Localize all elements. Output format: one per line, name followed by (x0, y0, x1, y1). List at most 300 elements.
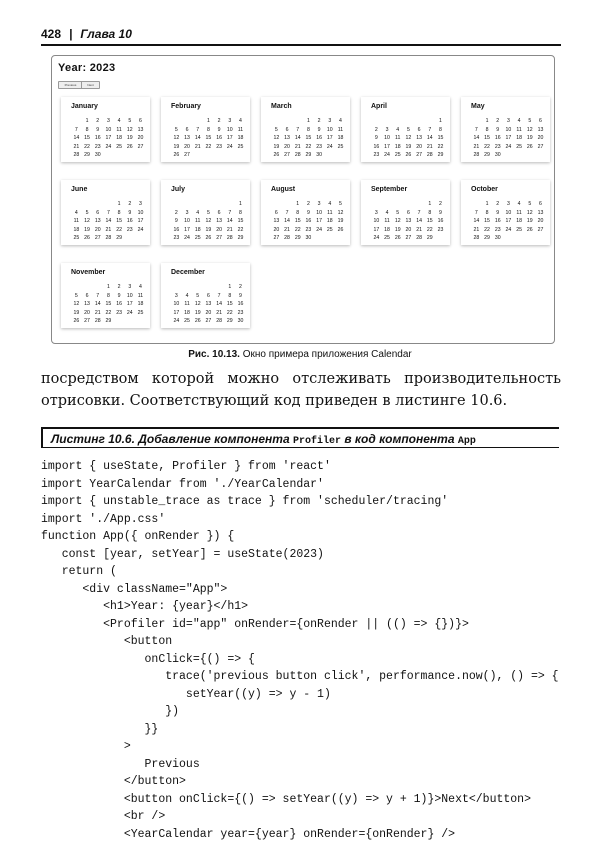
year-title: Year: 2023 (58, 62, 115, 74)
day-cell: 6 (282, 126, 293, 135)
day-cell: 23 (124, 226, 135, 235)
week-row (371, 143, 447, 152)
day-cell: 23 (492, 143, 503, 152)
day-cell: 17 (171, 309, 182, 318)
day-cell: 15 (114, 217, 125, 226)
day-cell: 22 (235, 226, 246, 235)
code-line: Previous (41, 756, 561, 774)
code-line: import YearCalendar from './YearCalendar' (41, 476, 561, 494)
code-line: <button onClick={() => setYear((y) => y + 1)}>Next</button> (41, 791, 561, 809)
day-cell: 17 (224, 134, 235, 143)
day-cell (214, 151, 225, 160)
day-cell: 10 (314, 209, 325, 218)
day-cell (82, 200, 93, 209)
day-cell: 11 (235, 126, 246, 135)
day-cell: 18 (514, 217, 525, 226)
day-cell: 9 (303, 209, 314, 218)
day-cell: 11 (335, 126, 346, 135)
day-cell: 5 (71, 292, 82, 301)
day-cell: 20 (182, 143, 193, 152)
week-row (271, 151, 347, 160)
day-cell: 12 (403, 134, 414, 143)
day-cell: 20 (282, 143, 293, 152)
day-cell: 27 (282, 151, 293, 160)
day-cell: 29 (482, 234, 493, 243)
day-cell: 22 (482, 143, 493, 152)
day-cell: 5 (171, 126, 182, 135)
day-cell: 15 (292, 217, 303, 226)
day-cell: 16 (92, 134, 103, 143)
day-cell: 9 (492, 209, 503, 218)
day-cell: 27 (271, 234, 282, 243)
day-cell: 22 (224, 309, 235, 318)
day-cell: 13 (203, 300, 214, 309)
day-cell: 7 (414, 209, 425, 218)
day-cell (203, 200, 214, 209)
day-cell: 18 (114, 134, 125, 143)
day-cell: 14 (424, 134, 435, 143)
day-cell (382, 117, 393, 126)
day-cell: 26 (192, 317, 203, 326)
month-card-3 (361, 97, 450, 162)
week-row (71, 209, 147, 218)
day-cell: 27 (82, 317, 93, 326)
day-cell: 18 (135, 300, 146, 309)
next-button[interactable]: Next (81, 81, 100, 89)
day-cell: 2 (92, 117, 103, 126)
figure-caption (0, 349, 600, 360)
code-line: trace('previous button click', performance.now(), () => { (41, 668, 561, 686)
day-cell: 17 (182, 226, 193, 235)
code-line: import { unstable_trace as trace } from 'scheduler/tracing' (41, 493, 561, 511)
day-cell: 29 (82, 151, 93, 160)
week-row (271, 234, 347, 243)
day-cell: 21 (224, 226, 235, 235)
day-cell: 14 (471, 217, 482, 226)
day-cell: 2 (114, 283, 125, 292)
day-cell: 26 (403, 151, 414, 160)
week-row (71, 134, 147, 143)
day-cell: 3 (171, 292, 182, 301)
day-cell: 19 (271, 143, 282, 152)
day-cell: 14 (414, 217, 425, 226)
day-cell: 30 (303, 234, 314, 243)
day-cell: 3 (371, 209, 382, 218)
month-card-5 (61, 180, 150, 245)
day-cell (335, 234, 346, 243)
week-row (271, 134, 347, 143)
month-card-10 (61, 263, 150, 328)
calendar-app-screenshot (51, 55, 555, 344)
day-cell: 24 (124, 309, 135, 318)
day-cell: 19 (192, 309, 203, 318)
day-cell: 25 (192, 234, 203, 243)
day-cell: 29 (303, 151, 314, 160)
day-cell: 25 (135, 309, 146, 318)
previous-button[interactable]: Previous (58, 81, 83, 89)
day-cell: 21 (92, 309, 103, 318)
day-cell: 1 (114, 200, 125, 209)
day-cell: 30 (492, 234, 503, 243)
header-separator: | (69, 27, 72, 41)
month-name: January (71, 103, 98, 110)
day-cell: 13 (403, 217, 414, 226)
month-card-2 (261, 97, 350, 162)
day-cell: 11 (71, 217, 82, 226)
day-cell: 7 (471, 126, 482, 135)
day-cell (235, 151, 246, 160)
day-cell: 2 (235, 283, 246, 292)
day-cell: 12 (82, 217, 93, 226)
month-day-grid (471, 200, 547, 243)
day-cell: 26 (82, 234, 93, 243)
week-row (71, 200, 147, 209)
day-cell: 22 (424, 226, 435, 235)
day-cell: 29 (482, 151, 493, 160)
day-cell: 9 (124, 209, 135, 218)
listing-title-middle: в код компонента (341, 432, 458, 446)
day-cell: 10 (171, 300, 182, 309)
day-cell: 3 (503, 117, 514, 126)
day-cell: 2 (492, 200, 503, 209)
day-cell: 10 (182, 217, 193, 226)
day-cell: 24 (324, 143, 335, 152)
day-cell: 6 (414, 126, 425, 135)
day-cell: 12 (271, 134, 282, 143)
day-cell: 11 (324, 209, 335, 218)
week-row (471, 209, 547, 218)
month-day-grid (171, 283, 247, 326)
day-cell: 28 (71, 151, 82, 160)
day-cell (382, 200, 393, 209)
body-paragraph: посредством которой можно отслеживать производительность отрисовки. Соответствующий код приведен в листинге 10.6. (41, 368, 561, 412)
week-row (271, 217, 347, 226)
day-cell (92, 283, 103, 292)
month-name: December (171, 269, 205, 276)
day-cell: 23 (114, 309, 125, 318)
day-cell: 16 (114, 300, 125, 309)
day-cell (524, 151, 535, 160)
week-row (171, 126, 247, 135)
code-line: </button> (41, 773, 561, 791)
day-cell: 11 (514, 209, 525, 218)
day-cell: 24 (171, 317, 182, 326)
day-cell: 8 (435, 126, 446, 135)
day-cell (171, 283, 182, 292)
day-cell: 28 (471, 234, 482, 243)
day-cell: 8 (482, 209, 493, 218)
day-cell: 8 (292, 209, 303, 218)
month-name: June (71, 186, 87, 193)
day-cell: 1 (235, 200, 246, 209)
day-cell: 25 (392, 151, 403, 160)
week-row (471, 226, 547, 235)
code-line: import './App.css' (41, 511, 561, 529)
code-line: setYear((y) => y - 1) (41, 686, 561, 704)
week-row (171, 217, 247, 226)
day-cell: 15 (203, 134, 214, 143)
day-cell (192, 117, 203, 126)
day-cell: 27 (535, 226, 546, 235)
day-cell: 20 (203, 309, 214, 318)
code-line: <button (41, 633, 561, 651)
week-row (71, 317, 147, 326)
day-cell: 1 (103, 283, 114, 292)
day-cell: 17 (135, 217, 146, 226)
day-cell: 11 (135, 292, 146, 301)
week-row (271, 200, 347, 209)
week-row (371, 126, 447, 135)
day-cell (192, 283, 203, 292)
day-cell: 3 (103, 117, 114, 126)
day-cell: 9 (435, 209, 446, 218)
day-cell (224, 200, 235, 209)
day-cell: 6 (203, 292, 214, 301)
day-cell: 17 (371, 226, 382, 235)
day-cell: 12 (524, 209, 535, 218)
day-cell: 9 (114, 292, 125, 301)
day-cell (371, 117, 382, 126)
day-cell: 29 (103, 317, 114, 326)
day-cell (135, 151, 146, 160)
day-cell: 5 (124, 117, 135, 126)
day-cell: 7 (92, 292, 103, 301)
day-cell: 25 (382, 234, 393, 243)
day-cell: 20 (403, 226, 414, 235)
day-cell: 2 (492, 117, 503, 126)
day-cell: 10 (224, 126, 235, 135)
day-cell: 15 (303, 134, 314, 143)
day-cell: 13 (135, 126, 146, 135)
day-cell (171, 117, 182, 126)
week-row (171, 143, 247, 152)
month-day-grid (271, 117, 347, 160)
day-cell (224, 151, 235, 160)
day-cell: 16 (314, 134, 325, 143)
day-cell: 29 (114, 234, 125, 243)
week-row (471, 234, 547, 243)
day-cell (171, 200, 182, 209)
day-cell: 6 (535, 200, 546, 209)
day-cell: 25 (514, 226, 525, 235)
day-cell: 27 (92, 234, 103, 243)
day-cell: 18 (235, 134, 246, 143)
day-cell: 11 (182, 300, 193, 309)
month-day-grid (471, 117, 547, 160)
day-cell: 20 (414, 143, 425, 152)
day-cell (414, 200, 425, 209)
day-cell (471, 117, 482, 126)
month-card-7 (261, 180, 350, 245)
day-cell: 21 (414, 226, 425, 235)
day-cell: 18 (335, 134, 346, 143)
week-row (271, 126, 347, 135)
day-cell (392, 200, 403, 209)
day-cell: 5 (524, 117, 535, 126)
week-row (271, 143, 347, 152)
day-cell: 1 (435, 117, 446, 126)
day-cell: 12 (124, 126, 135, 135)
day-cell: 4 (514, 117, 525, 126)
day-cell: 30 (235, 317, 246, 326)
day-cell: 10 (124, 292, 135, 301)
day-cell: 4 (135, 283, 146, 292)
week-row (471, 200, 547, 209)
day-cell (124, 317, 135, 326)
month-card-1 (161, 97, 250, 162)
day-cell: 18 (324, 217, 335, 226)
day-cell (524, 234, 535, 243)
day-cell: 4 (235, 117, 246, 126)
day-cell: 12 (524, 126, 535, 135)
day-cell (282, 117, 293, 126)
day-cell: 23 (92, 143, 103, 152)
month-card-9 (461, 180, 550, 245)
day-cell: 24 (135, 226, 146, 235)
week-row (71, 143, 147, 152)
day-cell: 5 (82, 209, 93, 218)
day-cell: 22 (435, 143, 446, 152)
day-cell: 14 (292, 134, 303, 143)
day-cell: 28 (471, 151, 482, 160)
week-row (71, 292, 147, 301)
week-row (71, 234, 147, 243)
day-cell: 25 (114, 143, 125, 152)
day-cell: 17 (382, 143, 393, 152)
day-cell: 1 (424, 200, 435, 209)
day-cell: 22 (292, 226, 303, 235)
month-card-6 (161, 180, 250, 245)
day-cell: 22 (303, 143, 314, 152)
day-cell: 4 (514, 200, 525, 209)
day-cell: 23 (492, 226, 503, 235)
listing-title-code-profiler: Profiler (293, 436, 341, 447)
day-cell: 26 (124, 143, 135, 152)
week-row (71, 117, 147, 126)
day-cell: 13 (214, 217, 225, 226)
day-cell: 14 (282, 217, 293, 226)
day-cell (135, 234, 146, 243)
day-cell: 12 (203, 217, 214, 226)
day-cell: 19 (82, 226, 93, 235)
day-cell (124, 151, 135, 160)
month-name: March (271, 103, 292, 110)
day-cell: 19 (335, 217, 346, 226)
day-cell: 27 (135, 143, 146, 152)
month-name: August (271, 186, 295, 193)
day-cell: 22 (114, 226, 125, 235)
week-row (71, 226, 147, 235)
day-cell: 13 (414, 134, 425, 143)
week-row (71, 309, 147, 318)
code-line: function App({ onRender }) { (41, 528, 561, 546)
week-row (471, 151, 547, 160)
day-cell: 26 (335, 226, 346, 235)
day-cell: 21 (282, 226, 293, 235)
day-cell: 6 (182, 126, 193, 135)
day-cell: 3 (503, 200, 514, 209)
day-cell: 25 (324, 226, 335, 235)
day-cell: 8 (82, 126, 93, 135)
day-cell (324, 234, 335, 243)
day-cell: 29 (235, 234, 246, 243)
day-cell: 21 (292, 143, 303, 152)
day-cell (114, 317, 125, 326)
day-cell: 11 (514, 126, 525, 135)
day-cell: 15 (224, 300, 235, 309)
day-cell: 28 (292, 151, 303, 160)
day-cell: 5 (335, 200, 346, 209)
day-cell: 21 (103, 226, 114, 235)
day-cell: 1 (82, 117, 93, 126)
week-row (371, 117, 447, 126)
day-cell: 23 (303, 226, 314, 235)
day-cell: 10 (135, 209, 146, 218)
week-row (71, 126, 147, 135)
day-cell: 7 (192, 126, 203, 135)
week-row (71, 283, 147, 292)
day-cell: 20 (92, 226, 103, 235)
day-cell: 16 (435, 217, 446, 226)
week-row (171, 226, 247, 235)
week-row (171, 292, 247, 301)
day-cell: 5 (192, 292, 203, 301)
day-cell: 24 (224, 143, 235, 152)
page-header (41, 27, 561, 46)
day-cell: 25 (235, 143, 246, 152)
code-line: <br /> (41, 808, 561, 826)
day-cell: 4 (114, 117, 125, 126)
day-cell: 26 (171, 151, 182, 160)
day-cell (314, 234, 325, 243)
month-name: October (471, 186, 498, 193)
day-cell: 19 (524, 217, 535, 226)
day-cell: 16 (171, 226, 182, 235)
day-cell: 2 (371, 126, 382, 135)
day-cell: 16 (124, 217, 135, 226)
day-cell: 26 (392, 234, 403, 243)
day-cell: 9 (235, 292, 246, 301)
day-cell: 28 (224, 234, 235, 243)
day-cell: 8 (114, 209, 125, 218)
day-cell: 14 (92, 300, 103, 309)
week-row (371, 134, 447, 143)
day-cell: 22 (482, 226, 493, 235)
day-cell: 23 (314, 143, 325, 152)
day-cell: 27 (182, 151, 193, 160)
day-cell: 23 (435, 226, 446, 235)
day-cell: 21 (214, 309, 225, 318)
day-cell: 27 (214, 234, 225, 243)
day-cell: 15 (235, 217, 246, 226)
day-cell: 16 (235, 300, 246, 309)
day-cell: 4 (392, 126, 403, 135)
day-cell: 3 (382, 126, 393, 135)
month-day-grid (171, 200, 247, 243)
day-cell: 10 (324, 126, 335, 135)
day-cell: 7 (71, 126, 82, 135)
code-line: import { useState, Profiler } from 'react' (41, 458, 561, 476)
day-cell: 15 (424, 217, 435, 226)
week-row (171, 234, 247, 243)
day-cell: 14 (192, 134, 203, 143)
day-cell: 12 (192, 300, 203, 309)
day-cell: 17 (314, 217, 325, 226)
day-cell: 28 (103, 234, 114, 243)
code-line: }} (41, 721, 561, 739)
day-cell: 26 (203, 234, 214, 243)
day-cell: 11 (392, 134, 403, 143)
